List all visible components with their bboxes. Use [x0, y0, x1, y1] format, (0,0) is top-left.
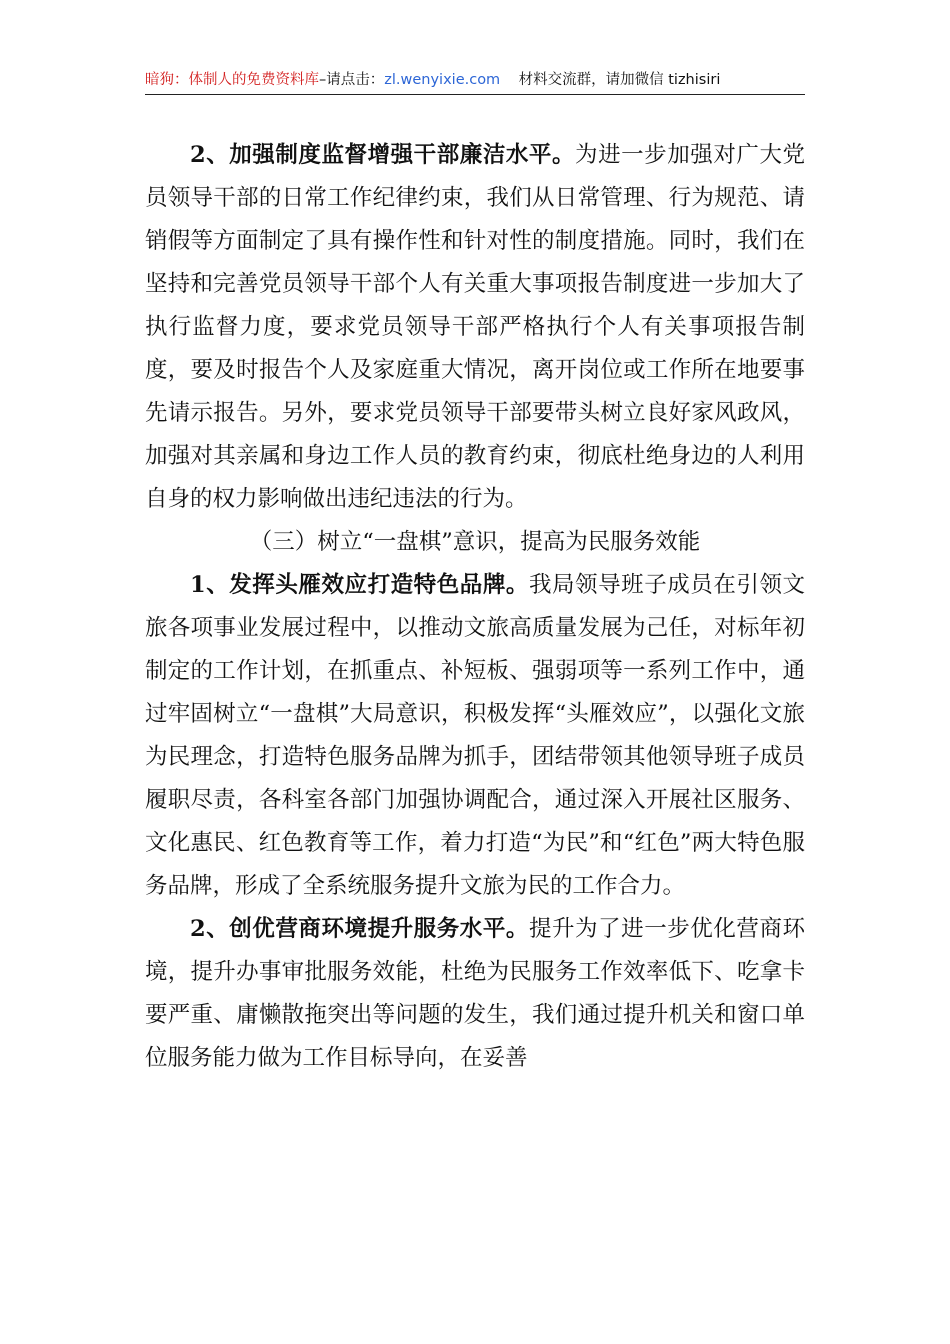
paragraph-heading: 2、加强制度监督增强干部廉洁水平。 — [190, 142, 576, 168]
paragraph-text: 我局领导班子成员在引领文旅各项事业发展过程中，以推动文旅高质量发展为己任，对标年初制定的工作计划，在抓重点、补短板、强弱项等一系列工作中，通过牢固树立“一盘棋”大局意识，积极发挥“头雁效应”，以强化文旅为民理念，打造特色服务品牌为抓手，团结带领其他领导班子成员履职尽责，各科室各部门加强协调配合，通过深入开展社区服务、文化惠民、红色教育等工作，着力打造“为民”和“红色”两大特色服务品牌，形成了全系统服务提升文旅为民的工作合力。 — [145, 572, 806, 899]
paragraph-heading: 2、创优营商环境提升服务水平。 — [190, 916, 529, 942]
section-heading: （三）树立“一盘棋”意识，提高为民服务效能 — [249, 529, 701, 555]
paragraph-heading: 1、发挥头雁效应打造特色品牌。 — [190, 572, 529, 598]
paragraph-text: 为进一步加强对广大党员领导干部的日常工作纪律约束，我们从日常管理、行为规范、请销假等方面制定了具有操作性和针对性的制度措施。同时，我们在坚持和完善党员领导干部个人有关重大事项报告制度进一步加大了执行监督力度，要求党员领导干部严格执行个人有关事项报告制度，要及时报告个人及家庭重大情况，离开岗位或工作所在地要事先请示报告。另外，要求党员领导干部要带头树立良好家风政风，加强对其亲属和身边工作人员的教育约束，彻底杜绝身边的人利用自身的权力影响做出违纪违法的行为。 — [145, 142, 805, 512]
header-divider — [145, 94, 805, 95]
header-brand: 暗狗：体制人的免费资料库 — [145, 72, 319, 88]
header-click-text: –请点击： — [319, 72, 385, 88]
paragraph — [145, 564, 805, 908]
document-body — [145, 134, 805, 1080]
header-url-link[interactable]: zl.wenyixie.com — [384, 72, 501, 88]
paragraph — [145, 134, 805, 521]
page-header — [145, 68, 805, 92]
header-wechat-text: 材料交流群，请加微信 tizhisiri — [518, 72, 721, 88]
paragraph — [145, 908, 805, 1080]
paragraph-text: 提升为了进一步优化营商环境，提升办事审批服务效能，杜绝为民服务工作效率低下、吃拿卡要严重、庸懒散拖突出等问题的发生，我们通过提升机关和窗口单位服务能力做为工作目标导向，在妥善 — [145, 916, 806, 1071]
